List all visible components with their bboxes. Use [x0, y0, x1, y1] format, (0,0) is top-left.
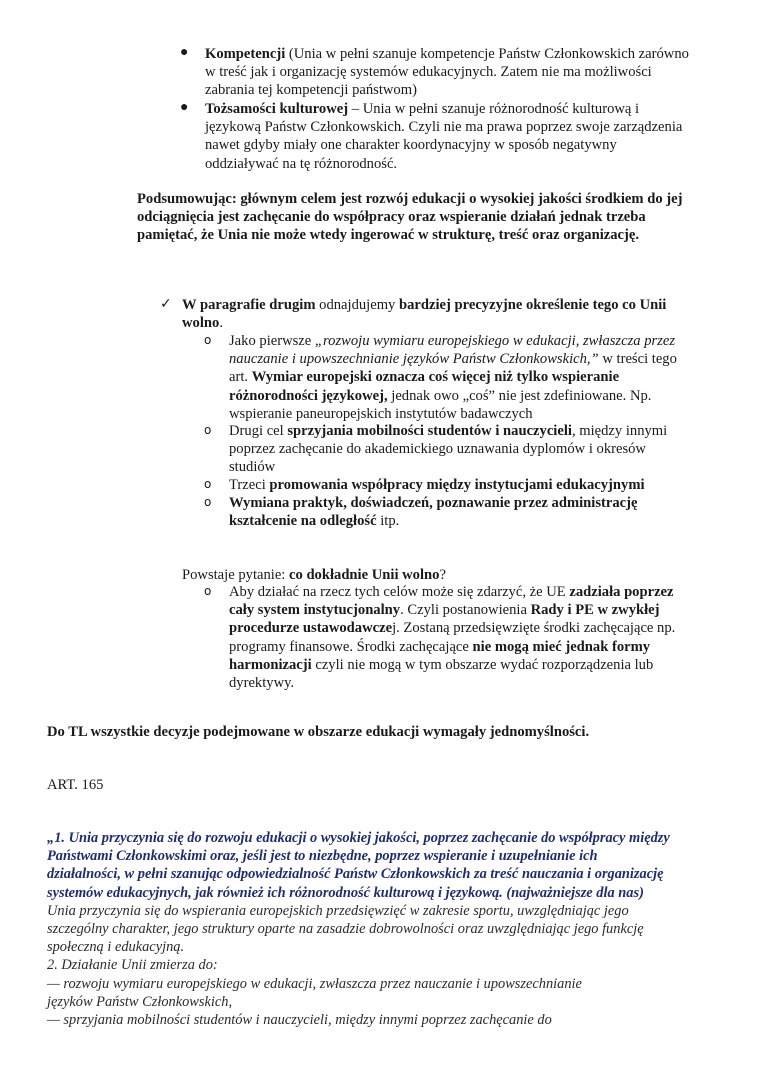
treaty-quote: „1. Unia przyczynia się do rozwoju edukacji o wysokiej jakości, poprzez zachęcanie do współpracy między Państwami Członkowskimi oraz, jeśli jest to niezbędne, poprzez wspieranie i uzupełnianie ich działalności, w pełni szanując odpowiedzialność Państw Członkowskich za treść nauczania i organizację systemów edukacyjnych, jak również ich różnorodność kulturową i językową. (najważniejsze dla nas) Unia przyczynia się do wspierania europejskich przedsięwzięć w zakresie sportu, uwzględniając jego szczególny charakter, jego struktury oparte na zasadzie dobrowolności oraz uwzględniając jego funkcję społeczną i edukacyjną. 2. Działanie Unii zmierza do: — rozwoju wymiaru europejskiego w edukacji, zwłaszcza przez nauczanie i upowszechnianie języków Państw Członkowskich, — sprzyjania mobilności studentów i nauczycieli, między innymi poprzez zachęcanie do	[47, 830, 670, 1029]
bullet-tozsamosci: Tożsamości kulturowej – Unia w pełni szanuje różnorodność kulturową i językową Państw Członkowskich. Czyli nie ma prawa poprzez swoje zarządzenia nawet gdyby miały one charakter koordynacyjny w sposób negatywny oddziaływać na tę różnorodność.	[205, 101, 683, 172]
circle-bullet-icon: o	[204, 584, 212, 598]
term: Kompetencji	[205, 46, 286, 62]
circle-bullet-icon: o	[204, 477, 212, 491]
sub-item-wspolpraca: Trzeci promowania współpracy między instytucjami edukacyjnymi	[229, 477, 645, 493]
bullet-dot: ●	[180, 45, 189, 60]
paragraph-two-intro: W paragrafie drugim odnajdujemy bardziej precyzyjne określenie tego co Unii wolno.	[182, 297, 667, 332]
sub-item-wymiar-europejski: Jako pierwsze „rozwoju wymiaru europejskiego w edukacji, zwłaszcza przez nauczanie i upowszechnianie języków Państw Członkowskich,” w treści tego art. Wymiar europejski oznacza coś więcej niż tylko wspieranie różnorodności językowej, jednak owo „coś” nie jest zdefiniowane. Np. wspieranie paneuropejskich instytutów badawczych	[229, 333, 677, 422]
summary-paragraph: Podsumowując: głównym celem jest rozwój edukacji o wysokiej jakości środkiem do jej odciągnięcia jest zachęcanie do współpracy oraz wspieranie działań jednak trzeba pamiętać, że Unia nie może wtedy ingerować w strukturę, treść oraz organizację.	[137, 191, 683, 244]
tl-note: Do TL wszystkie decyzje podejmowane w obszarze edukacji wymagały jednomyślności.	[47, 724, 590, 740]
sub-item-wymiana-praktyk: Wymiana praktyk, doświadczeń, poznawanie przez administrację kształcenie na odległość itp.	[229, 495, 638, 530]
article-heading: ART. 165	[47, 777, 104, 793]
answer-paragraph: Aby działać na rzecz tych celów może się zdarzyć, że UE zadziała poprzez cały system instytucjonalny. Czyli postanowienia Rady i PE w zwykłej procedurze ustawodawczej. Zostaną przedsięwzięte środki zachęcające np. programy finansowe. Środki zachęcające nie mogą mieć jednak formy harmonizacji czyli nie mogą w tym obszarze wydać rozporządzenia lub dyrektywy.	[229, 584, 676, 692]
sub-item-mobilnosc: Drugi cel sprzyjania mobilności studentów i nauczycieli, między innymi poprzez zachęcanie do akademickiego uznawania dyplomów i okresów studiów	[229, 423, 668, 476]
circle-bullet-icon: o	[204, 423, 212, 437]
circle-bullet-icon: o	[204, 495, 212, 509]
circle-bullet-icon: o	[204, 333, 212, 347]
checkmark-icon: ✓	[160, 296, 172, 312]
question-line: Powstaje pytanie: co dokładnie Unii wolno?	[182, 567, 446, 583]
bullet-dot: ●	[180, 100, 189, 115]
term: Tożsamości kulturowej	[205, 101, 349, 117]
bullet-kompetencji: Kompetencji (Unia w pełni szanuje kompetencje Państw Członkowskich zarówno w treść jak i organizację systemów edukacyjnych. Zatem nie ma możliwości zabrania tej kompetencji państwom)	[205, 46, 689, 99]
